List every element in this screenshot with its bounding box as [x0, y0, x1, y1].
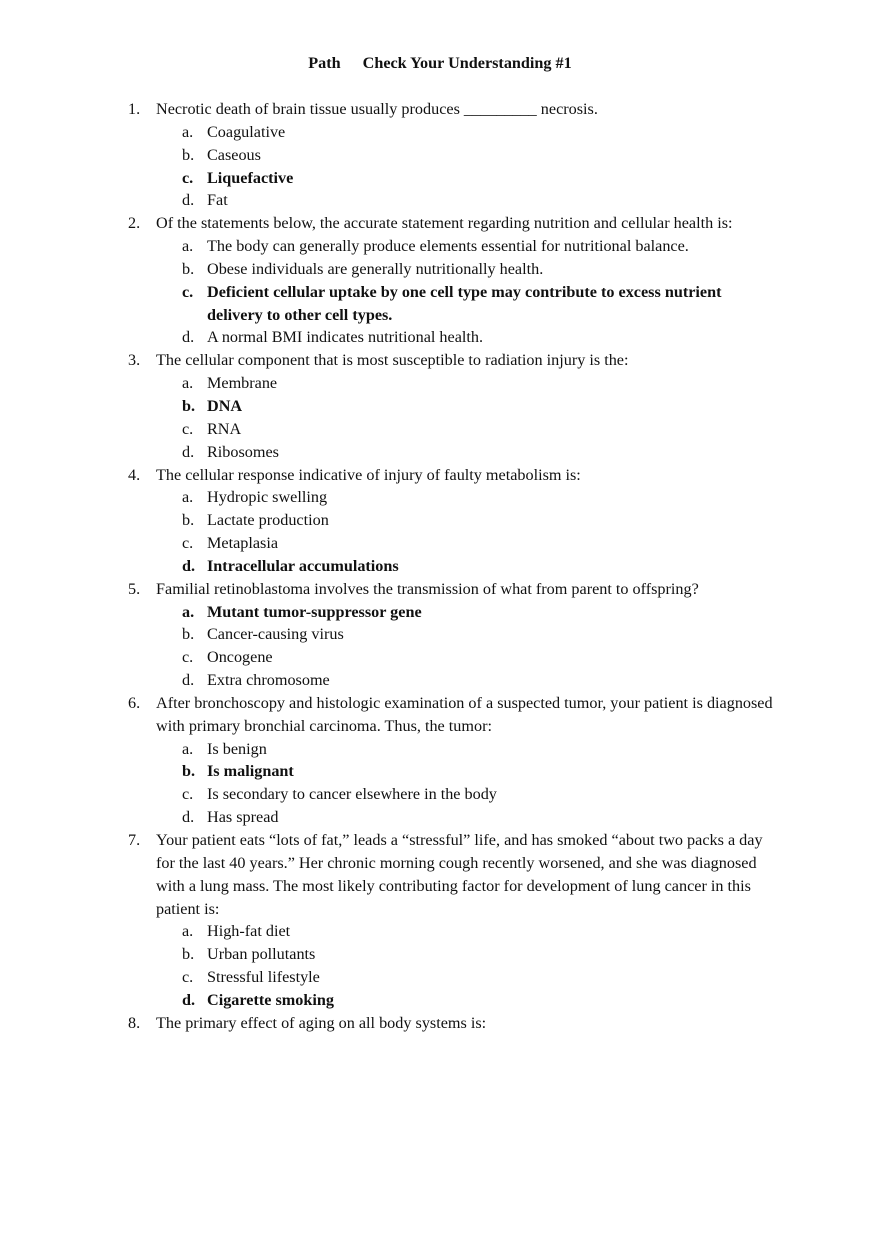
answer-option — [128, 326, 778, 349]
answer-option — [128, 623, 778, 646]
question-number: 5. — [128, 579, 141, 598]
option-letter: b. — [182, 762, 196, 781]
option-letter: c. — [182, 168, 194, 187]
option-text: The body can generally produce elements essential for nutritional balance. — [207, 237, 689, 256]
option-letter: d. — [182, 808, 195, 827]
option-text: Fat — [207, 191, 228, 210]
question-text: The primary effect of aging on all body systems is: — [156, 1013, 487, 1032]
option-letter: a. — [182, 374, 194, 393]
option-letter: a. — [182, 739, 194, 758]
answer-option-correct — [128, 555, 778, 578]
option-text: Caseous — [207, 145, 261, 164]
question-number: 1. — [128, 100, 141, 118]
answer-option-correct — [128, 760, 778, 783]
option-letter: b. — [182, 396, 196, 415]
answer-option-correct — [128, 281, 778, 327]
question-text: After bronchoscopy and histologic examination of a suspected tumor, your patient is diagnosed with primary bronchial carcinoma. Thus, the tumor: — [156, 693, 773, 735]
option-text: Cigarette smoking — [207, 990, 334, 1009]
option-text: High-fat diet — [207, 922, 291, 941]
option-text: DNA — [207, 396, 243, 415]
page-title — [0, 52, 880, 75]
question — [128, 578, 778, 601]
option-text: Is benign — [207, 739, 267, 758]
answer-option — [128, 646, 778, 669]
option-text: Deficient cellular uptake by one cell type may contribute to excess nutrient delivery to other cell types. — [207, 282, 722, 324]
course-name: Path — [308, 54, 341, 72]
answer-option — [128, 235, 778, 258]
answer-option — [128, 441, 778, 464]
option-letter: d. — [182, 990, 196, 1009]
option-letter: c. — [182, 785, 194, 804]
option-letter: c. — [182, 534, 194, 553]
answer-option — [128, 669, 778, 692]
option-text: Membrane — [207, 374, 278, 393]
question — [128, 98, 778, 121]
option-letter: a. — [182, 237, 194, 256]
answer-option — [128, 806, 778, 829]
answer-option — [128, 372, 778, 395]
answer-option — [128, 920, 778, 943]
question-number: 8. — [128, 1013, 141, 1032]
option-text: Liquefactive — [207, 168, 294, 187]
answer-option — [128, 509, 778, 532]
option-text: Obese individuals are generally nutritionally health. — [207, 259, 544, 278]
option-text: Is secondary to cancer elsewhere in the body — [207, 785, 497, 804]
question — [128, 829, 778, 920]
option-letter: c. — [182, 419, 194, 438]
question — [128, 464, 778, 487]
answer-option-correct — [128, 395, 778, 418]
option-letter: b. — [182, 625, 195, 644]
option-letter: a. — [182, 602, 195, 621]
question-number: 6. — [128, 693, 141, 712]
answer-option — [128, 144, 778, 167]
option-letter: d. — [182, 556, 196, 575]
option-letter: b. — [182, 511, 195, 530]
answer-option — [128, 783, 778, 806]
option-text: Ribosomes — [207, 442, 279, 461]
option-letter: d. — [182, 671, 195, 690]
answer-option — [128, 943, 778, 966]
option-text: Lactate production — [207, 511, 329, 530]
option-letter: a. — [182, 122, 194, 141]
question — [128, 212, 778, 235]
question-text: The cellular response indicative of injury of faulty metabolism is: — [156, 465, 581, 484]
question-text: Necrotic death of brain tissue usually produces _________ necrosis. — [156, 100, 598, 118]
option-text: Mutant tumor-suppressor gene — [207, 602, 422, 621]
answer-option-correct — [128, 601, 778, 624]
option-text: Oncogene — [207, 648, 273, 667]
quiz-heading: Check Your Understanding #1 — [362, 54, 572, 72]
option-letter: b. — [182, 145, 195, 164]
answer-option-correct — [128, 167, 778, 190]
option-text: Hydropic swelling — [207, 488, 328, 507]
question-number: 3. — [128, 351, 141, 370]
option-letter: a. — [182, 488, 194, 507]
answer-option — [128, 532, 778, 555]
option-letter: a. — [182, 922, 194, 941]
question-text: Of the statements below, the accurate statement regarding nutrition and cellular health is: — [156, 214, 733, 233]
question-number: 7. — [128, 831, 141, 849]
question-list — [128, 98, 778, 1035]
question-text: Your patient eats “lots of fat,” leads a “stressful” life, and has smoked “about two packs a day for the last 40 years.” Her chronic morning cough recently worsened, and she was diagnosed with a lung mass. The most likely contributing factor for development of lung cancer in this patient is: — [156, 831, 763, 918]
option-text: Intracellular accumulations — [207, 556, 399, 575]
option-text: Coagulative — [207, 122, 286, 141]
option-text: Stressful lifestyle — [207, 968, 320, 987]
option-letter: c. — [182, 648, 194, 667]
option-letter: c. — [182, 282, 194, 301]
question — [128, 349, 778, 372]
question-text: The cellular component that is most susceptible to radiation injury is the: — [156, 351, 629, 370]
question — [128, 692, 778, 738]
option-text: Has spread — [207, 808, 279, 827]
option-text: RNA — [207, 419, 242, 438]
option-text: Extra chromosome — [207, 671, 330, 690]
answer-option — [128, 486, 778, 509]
answer-option — [128, 966, 778, 989]
option-letter: d. — [182, 191, 195, 210]
question-text: Familial retinoblastoma involves the transmission of what from parent to offspring? — [156, 579, 699, 598]
option-text: A normal BMI indicates nutritional health. — [207, 328, 484, 347]
answer-option-correct — [128, 989, 778, 1012]
answer-option — [128, 738, 778, 761]
option-letter: d. — [182, 442, 195, 461]
option-text: Cancer-causing virus — [207, 625, 344, 644]
option-letter: c. — [182, 968, 194, 987]
option-text: Urban pollutants — [207, 945, 316, 964]
question-number: 4. — [128, 465, 141, 484]
answer-option — [128, 189, 778, 212]
answer-option — [128, 418, 778, 441]
option-text: Metaplasia — [207, 534, 279, 553]
answer-option — [128, 258, 778, 281]
answer-option — [128, 121, 778, 144]
option-letter: b. — [182, 945, 195, 964]
option-letter: b. — [182, 259, 195, 278]
option-text: Is malignant — [207, 762, 294, 781]
question-number: 2. — [128, 214, 141, 233]
question — [128, 1012, 778, 1035]
option-letter: d. — [182, 328, 195, 347]
